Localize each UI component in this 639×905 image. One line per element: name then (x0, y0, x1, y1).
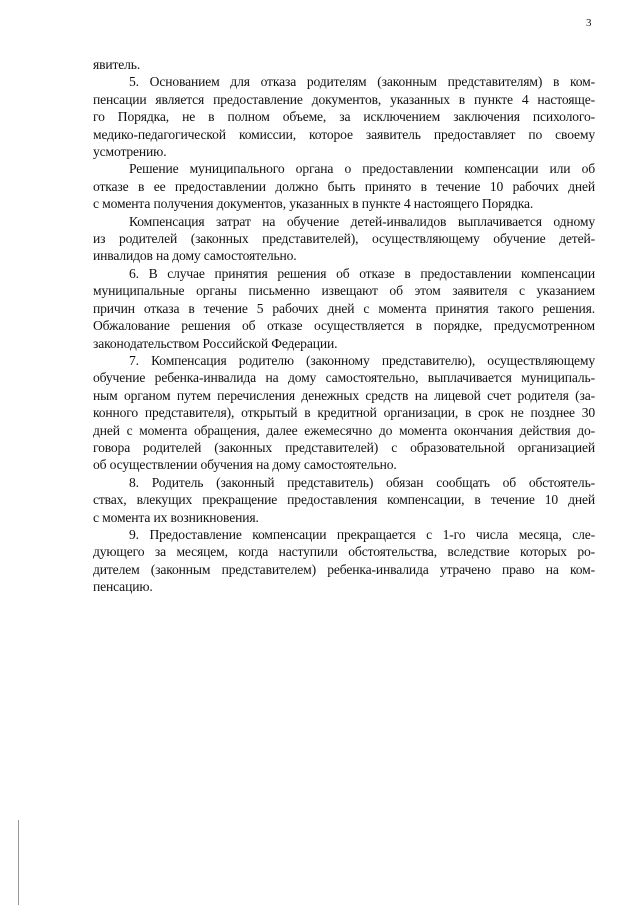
text-line: 5. Основанием для отказа родителям (законным представителям) в ком- (129, 74, 595, 90)
paragraph-8 (93, 474, 595, 526)
text-line: усмотрению. (93, 144, 167, 160)
text-line: 9. Предоставление компенсации прекращается с 1-го числа месяца, сле- (129, 526, 595, 542)
text-line: причин отказа в течение 5 рабочих дней с момента принятия такого решения. (93, 300, 595, 316)
text-line: пенсацию. (93, 579, 153, 595)
text-line: из родителей (законных представителей), осуществляющему обучение детей- (93, 231, 595, 247)
text-line: дителем (законным представителем) ребенка-инвалида утрачено право на ком- (93, 561, 595, 577)
text-line: конного представителя), открытый в кредитной организации, в срок не позднее 30 (93, 405, 595, 421)
text-line: с момента получения документов, указанных в пункте 4 настоящего Порядка. (93, 196, 534, 212)
text-line: ным органом путем перечисления денежных средств на лицевой счет родителя (за- (93, 387, 595, 403)
text-line: дней с момента обращения, далее ежемесячно до момента окончания действия до- (93, 422, 595, 438)
paragraph-9 (93, 526, 595, 596)
text-line: Компенсация затрат на обучение детей-инвалидов выплачивается одному (129, 213, 595, 229)
text-line: Обжалование решения об отказе осуществляется в порядке, предусмотренном (93, 318, 595, 334)
text-line: говора родителей (законных представителей) с образовательной организацией (93, 439, 595, 455)
page-number: 3 (586, 17, 592, 29)
text-line: об осуществлении обучения на дому самостоятельно. (93, 457, 397, 473)
text-line: законодательством Российской Федерации. (93, 335, 338, 351)
paragraph-6 (93, 265, 595, 352)
text-line: муниципальные органы письменно извещают об этом заявителя с указанием (93, 283, 595, 299)
text-line: явитель. (93, 57, 141, 72)
text-line: обучение ребенка-инвалида на дому самостоятельно, выплачивается муниципаль- (93, 370, 595, 386)
text-line: инвалидов на дому самостоятельно. (93, 248, 297, 264)
text-line: дующего за месяцем, когда наступили обстоятельства, вследствие которых ро- (93, 544, 595, 560)
text-line: отказе в ее предоставлении должно быть принято в течение 10 рабочих дней (93, 178, 595, 194)
text-line: го Порядка, не в полном объеме, за исключением заключения психолого- (93, 109, 595, 125)
text-line: 6. В случае принятия решения об отказе в предоставлении компенсации (129, 265, 595, 281)
scan-edge-mark (18, 820, 19, 905)
text-line: пенсации является предоставление документов, указанных в пункте 4 настояще- (93, 91, 595, 107)
text-line: 8. Родитель (законный представитель) обязан сообщать об обстоятель- (129, 474, 595, 490)
paragraph-compensation-payment (93, 213, 595, 265)
paragraph (93, 56, 595, 73)
paragraph-7 (93, 352, 595, 474)
text-line: медико-педагогической комиссии, которое заявитель предоставляет по своему (93, 126, 595, 142)
paragraph-5 (93, 73, 595, 160)
paragraph-decision (93, 160, 595, 212)
document-body (93, 56, 595, 596)
text-line: 7. Компенсация родителю (законному представителю), осуществляющему (129, 352, 595, 368)
text-line: с момента их возникновения. (93, 509, 259, 525)
text-line: Решение муниципального органа о предоставлении компенсации или об (129, 161, 595, 177)
text-line: ствах, влекущих прекращение предоставления компенсации, в течение 10 дней (93, 492, 595, 508)
